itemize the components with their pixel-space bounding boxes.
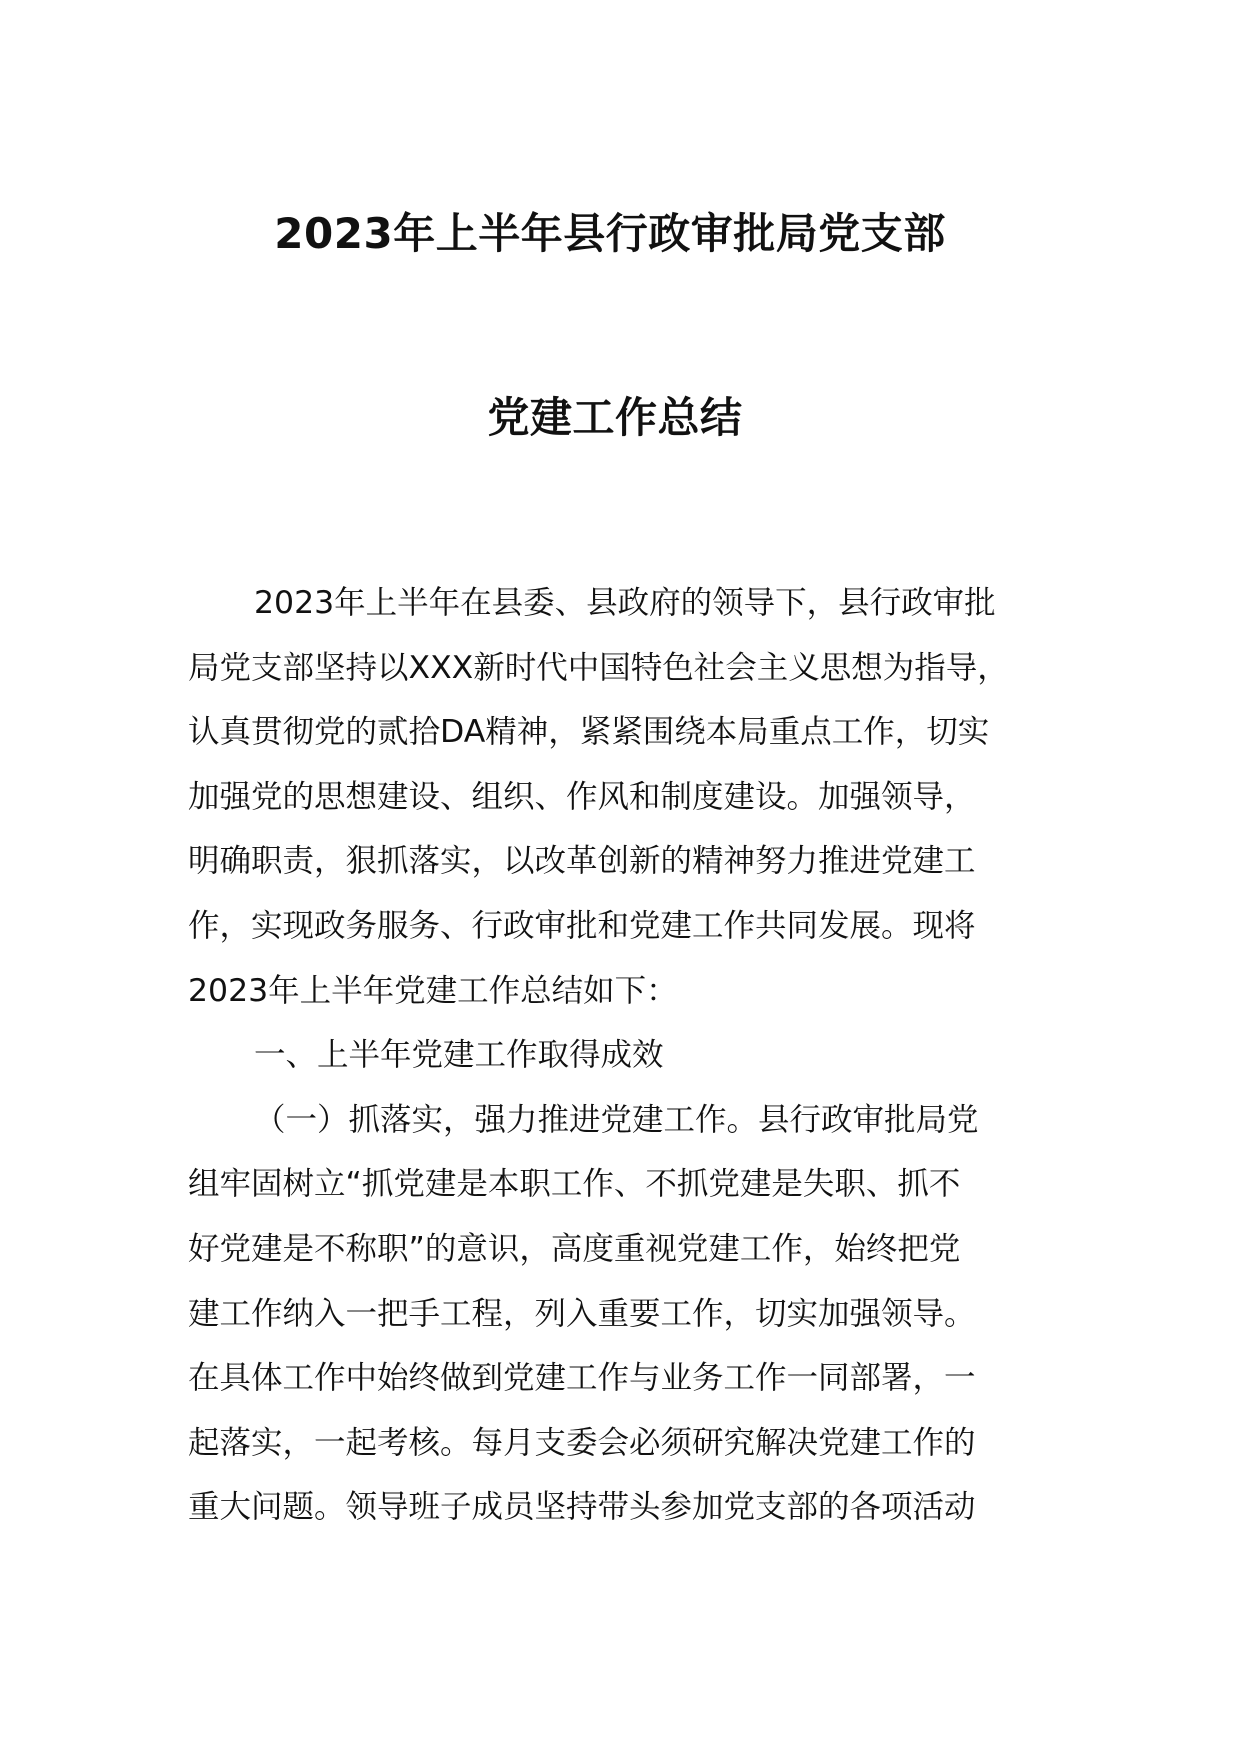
body-line: （一）抓落实，强力推进党建工作。县行政审批局党 bbox=[254, 1101, 979, 1138]
body-line: 明确职责，狠抓落实，以改革创新的精神努力推进党建工 bbox=[188, 843, 976, 880]
body-line: 组牢固树立“抓党建是本职工作、不抓党建是失职、抓不 bbox=[188, 1166, 961, 1203]
body-line: 认真贯彻党的贰拾DA精神，紧紧围绕本局重点工作，切实 bbox=[188, 714, 990, 751]
body-line: 建工作纳入一把手工程，列入重要工作，切实加强领导。 bbox=[188, 1295, 976, 1332]
body-line: 加强党的思想建设、组织、作风和制度建设。加强领导， bbox=[188, 778, 976, 815]
document-body bbox=[188, 571, 1068, 1540]
document-title-line-2: 党建工作总结 bbox=[487, 393, 743, 442]
body-line: 好党建是不称职”的意识，高度重视党建工作，始终把党 bbox=[188, 1230, 961, 1267]
body-line: 起落实，一起考核。每月支委会必须研究解决党建工作的 bbox=[188, 1424, 976, 1461]
body-line: 2023年上半年在县委、县政府的领导下，县行政审批 bbox=[254, 585, 996, 621]
section-heading: 一、上半年党建工作取得成效 bbox=[254, 1037, 664, 1074]
body-line: 重大问题。领导班子成员坚持带头参加党支部的各项活动 bbox=[188, 1489, 976, 1526]
body-line: 在具体工作中始终做到党建工作与业务工作一同部署，一 bbox=[188, 1360, 976, 1397]
body-line: 局党支部坚持以XXX新时代中国特色社会主义思想为指导， bbox=[188, 649, 1009, 686]
body-line: 作，实现政务服务、行政审批和党建工作共同发展。现将 bbox=[188, 907, 976, 944]
body-line: 2023年上半年党建工作总结如下： bbox=[188, 972, 678, 1009]
document-title-line-1: 2023年上半年县行政审批局党支部 bbox=[274, 209, 946, 258]
